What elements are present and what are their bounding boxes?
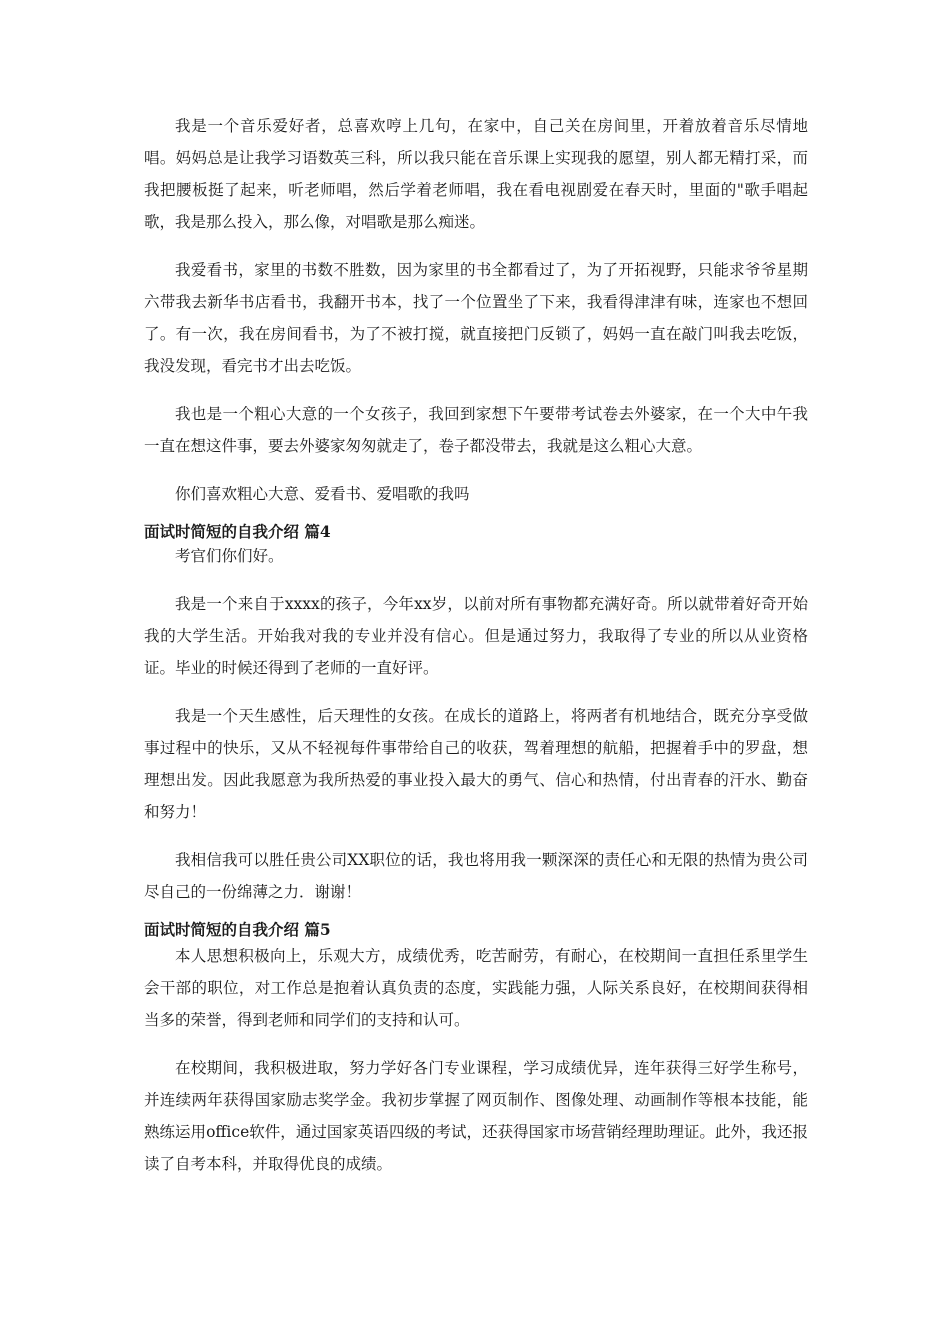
- paragraph-careless: 我也是一个粗心大意的一个女孩子，我回到家想下午要带考试卷去外婆家，在一个大中午我一直在想这件事，要去外婆家匆匆就走了，卷子都没带去，我就是这么粗心大意。: [144, 405, 808, 455]
- paragraph-origin: 我是一个来自于xxxx的孩子，今年xx岁，以前对所有事物都充满好奇。所以就带着好奇开始我的大学生活。开始我对我的专业并没有信心。但是通过努力，我取得了专业的所以从业资格证。毕业的时候还得到了老师的一直好评。: [144, 595, 808, 677]
- paragraph-question: 你们喜欢粗心大意、爱看书、爱唱歌的我吗: [175, 485, 470, 503]
- paragraph-personality: 我是一个天生感性，后天理性的女孩。在成长的道路上，将两者有机地结合，既充分享受做事过程中的快乐，又从不轻视每件事带给自己的收获，驾着理想的航船，把握着手中的罗盘，想理想出发。因此我愿意为我所热爱的事业投入最大的勇气、信心和热情，付出青春的汗水、勤奋和努力！: [144, 707, 808, 821]
- greeting-line: 考官们你们好。: [175, 547, 284, 565]
- paragraph-music: 我是一个音乐爱好者，总喜欢哼上几句，在家中，自己关在房间里，开着放着音乐尽情地唱。妈妈总是让我学习语数英三科，所以我只能在音乐课上实现我的愿望，别人都无精打采，而我把腰板挺了起来，听老师唱，然后学着老师唱，我在看电视剧爱在春天时，里面的"歌手唱起歌，我是那么投入，那么像，对唱歌是那么痴迷。: [144, 117, 808, 231]
- paragraph-confidence: 我相信我可以胜任贵公司XX职位的话，我也将用我一颗深深的责任心和无限的热情为贵公司尽自己的一份绵薄之力．谢谢！: [144, 851, 808, 901]
- paragraph-achievements: 在校期间，我积极进取，努力学好各门专业课程，学习成绩优异，连年获得三好学生称号，并连续两年获得国家励志奖学金。我初步掌握了网页制作、图像处理、动画制作等根本技能，能熟练运用office软件，通过国家英语四级的考试，还获得国家市场营销经理助理证。此外，我还报读了自考本科，并取得优良的成绩。: [144, 1059, 808, 1173]
- section-heading-4: 面试时简短的自我介绍 篇4: [144, 522, 331, 541]
- paragraph-character: 本人思想积极向上，乐观大方，成绩优秀，吃苦耐劳，有耐心，在校期间一直担任系里学生会干部的职位，对工作总是抱着认真负责的态度，实践能力强，人际关系良好，在校期间获得相当多的荣誉，得到老师和同学们的支持和认可。: [144, 947, 808, 1029]
- document-page: [144, 110, 808, 1196]
- paragraph-reading: 我爱看书，家里的书数不胜数，因为家里的书全都看过了，为了开拓视野，只能求爷爷星期六带我去新华书店看书，我翻开书本，找了一个位置坐了下来，我看得津津有味，连家也不想回了。有一次，我在房间看书，为了不被打搅，就直接把门反锁了，妈妈一直在敲门叫我去吃饭，我没发现，看完书才出去吃饭。: [144, 261, 808, 375]
- section-heading-5: 面试时简短的自我介绍 篇5: [144, 920, 331, 939]
